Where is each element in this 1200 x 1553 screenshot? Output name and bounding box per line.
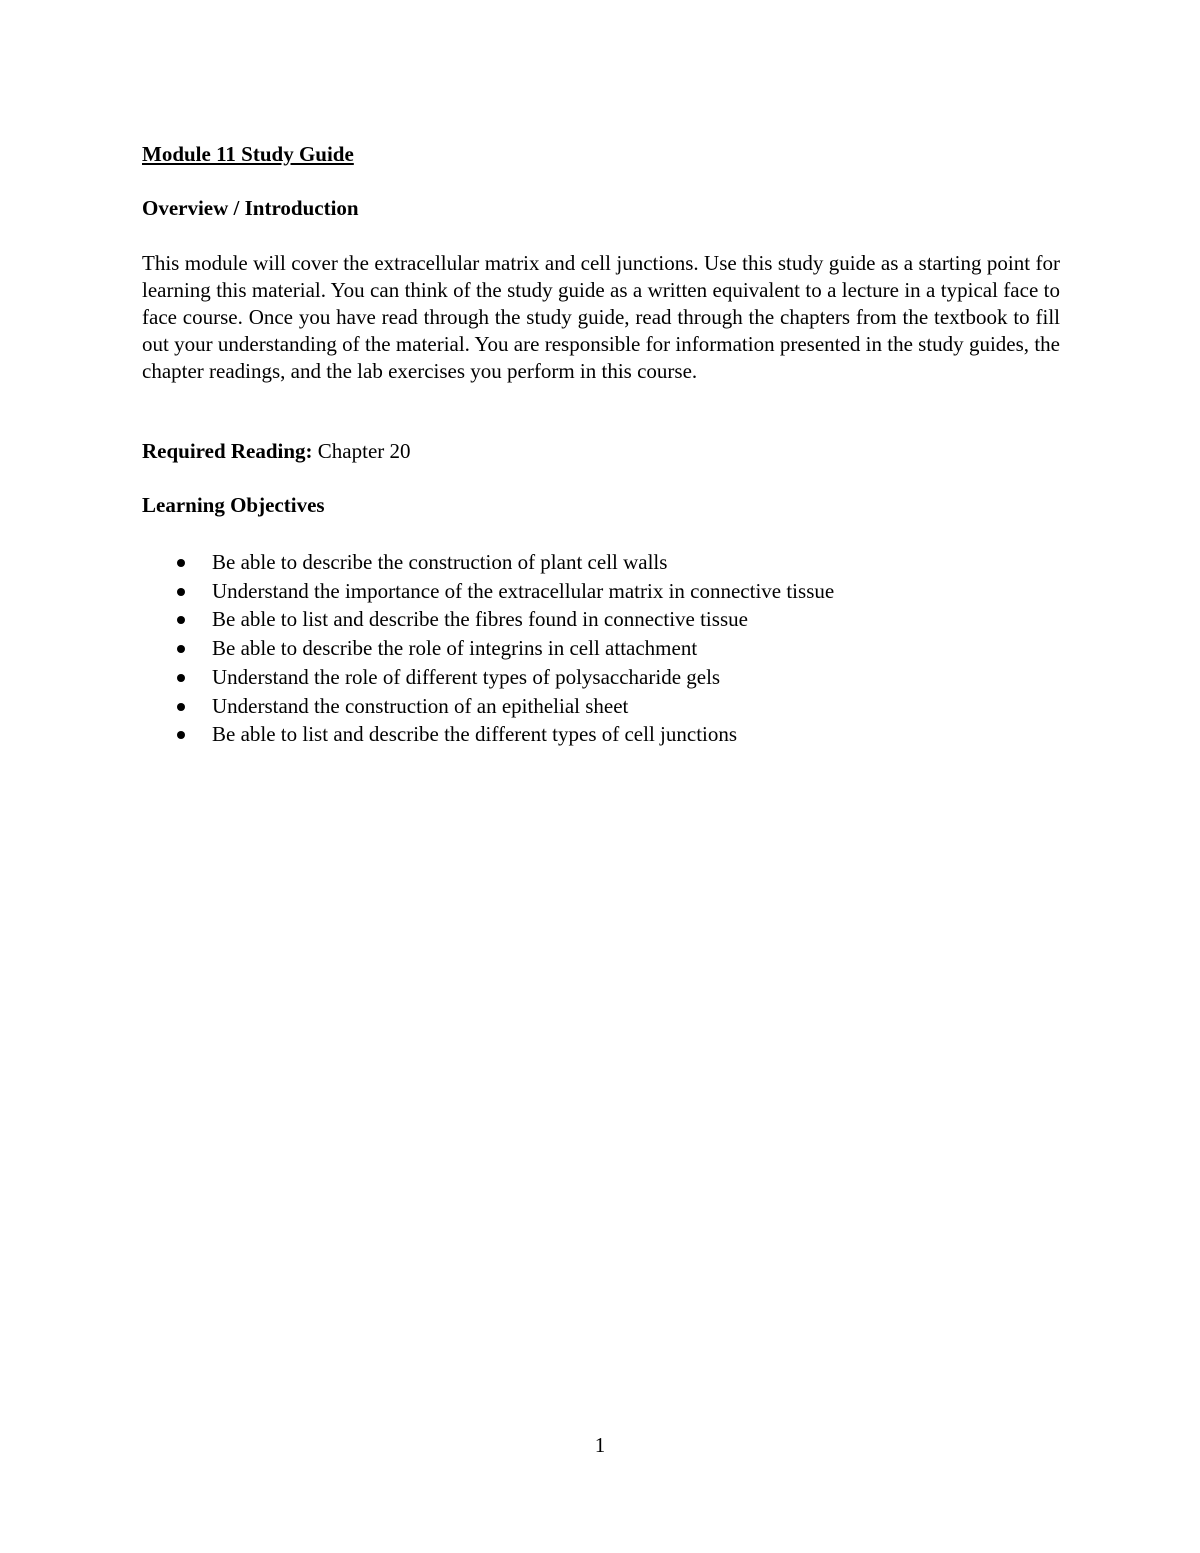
bullet-icon xyxy=(177,731,185,739)
objective-text: Understand the construction of an epithelial sheet xyxy=(212,693,629,718)
objective-text: Be able to describe the construction of plant cell walls xyxy=(212,550,668,574)
required-reading-value: Chapter 20 xyxy=(312,439,411,463)
intro-paragraph: This module will cover the extracellular matrix and cell junctions. Use this study guide as a starting point for learning this material. You can think of the study guide as a written equivalent to a lecture in a typical face to face course. Once you have read through the study guide, read through the chapters from the textbook to fill out your understanding of the material. You are responsible for information presented in the study guides, the chapter readings, and the lab exercises you perform in this course. xyxy=(142,251,1060,383)
objective-text: Be able to list and describe the different types of cell junctions xyxy=(212,722,738,747)
bullet-icon xyxy=(177,645,185,653)
document-title: Module 11 Study Guide xyxy=(142,142,354,166)
objective-text: Be able to list and describe the fibres found in connective tissue xyxy=(212,607,748,632)
objective-text: Understand the importance of the extracellular matrix in connective tissue xyxy=(212,578,835,603)
list-item xyxy=(142,692,834,721)
list-item xyxy=(142,605,834,634)
list-item xyxy=(142,577,834,606)
bullet-icon xyxy=(177,559,185,567)
overview-heading: Overview / Introduction xyxy=(142,196,359,220)
required-reading xyxy=(142,439,411,464)
objective-text: Understand the role of different types of polysaccharide gels xyxy=(212,664,721,689)
bullet-icon xyxy=(177,703,185,711)
learning-objectives-heading: Learning Objectives xyxy=(142,493,325,517)
objective-text: Be able to describe the role of integrins in cell attachment xyxy=(212,636,698,661)
learning-objectives-list xyxy=(142,548,834,749)
page-number: 1 xyxy=(594,1433,606,1457)
list-item xyxy=(142,720,834,749)
bullet-icon xyxy=(177,674,185,682)
list-item xyxy=(142,663,834,692)
bullet-icon xyxy=(177,616,185,624)
bullet-icon xyxy=(177,588,185,596)
list-item xyxy=(142,548,834,577)
required-reading-label: Required Reading: xyxy=(142,439,313,463)
list-item xyxy=(142,634,834,663)
